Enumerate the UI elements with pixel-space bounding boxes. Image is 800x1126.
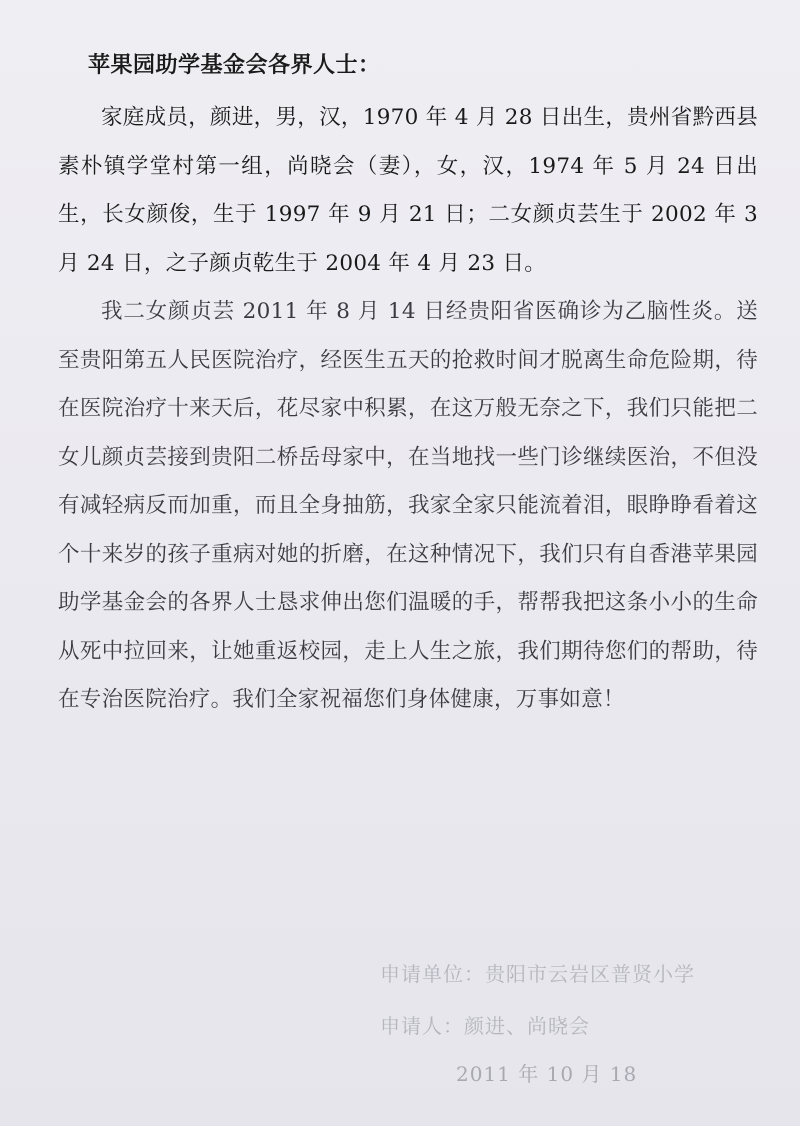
applicant-name-line: 申请人：颜进、尚晓会 [380, 1014, 590, 1038]
letter-date-line: 2011 年 10 月 18 [456, 1062, 638, 1086]
applicant-unit-line: 申请单位：贵阳市云岩区普贤小学 [380, 962, 695, 986]
letter-body [58, 94, 758, 725]
letter-paragraph-request: 我二女颜贞芸 2011 年 8 月 14 日经贵阳省医确诊为乙脑性炎。送至贵阳第五人民医院治疗，经医生五天的抢救时间才脱离生命危险期，待在医院治疗十来天后，花尽家中积累，在这万般无奈之下，我们只能把二女儿颜贞芸接到贵阳二桥岳母家中，在当地找一些门诊继续医治，不但没有减轻病反而加重，而且全身抽筋，我家全家只能流着泪，眼睁睁看着这个十来岁的孩子重病对她的折磨，在这种情况下，我们只有自香港苹果园助学基金会的各界人士恳求伸出您们温暖的手，帮帮我把这条小小的生命从死中拉回来，让她重返校园，走上人生之旅，我们期待您们的帮助，待在专治医院治疗。我们全家祝福您们身体健康，万事如意！ [58, 299, 758, 712]
letter-salutation: 苹果园助学基金会各界人士： [88, 52, 381, 78]
letter-paragraph-family: 家庭成员，颜进，男，汉，1970 年 4 月 28 日出生，贵州省黔西县素朴镇学堂村第一组，尚晓会（妻），女，汉，1974 年 5 月 24 日出生，长女颜俊，生于 1997 年 9 月 21 日；二女颜贞芸生于 2002 年 3 月 24 日，之子颜贞乾生于 2004 年 4 月 23 日。 [58, 105, 758, 276]
